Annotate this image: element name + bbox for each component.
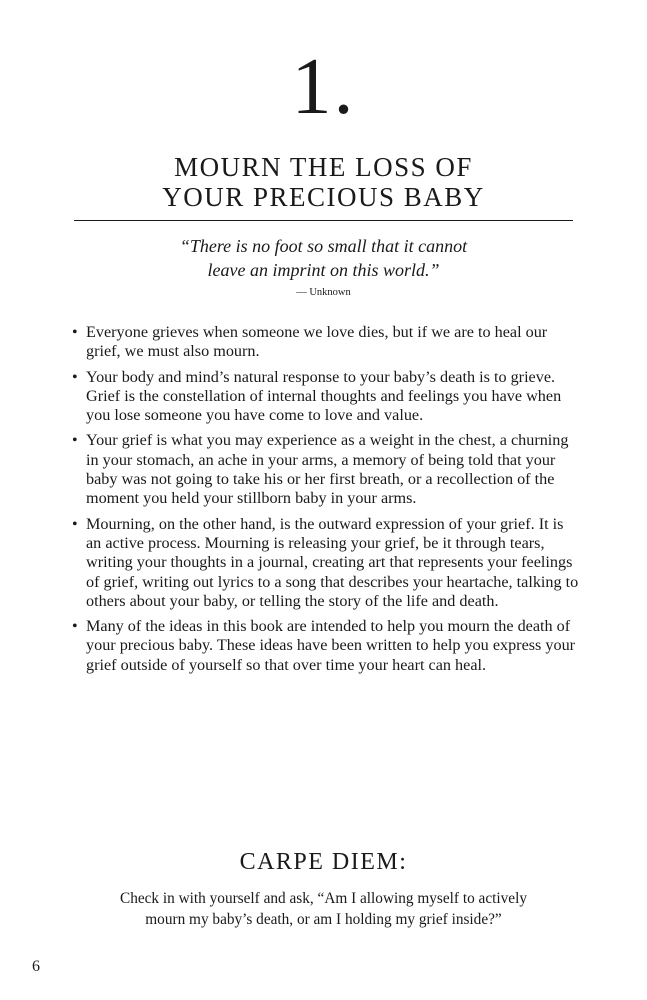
bullet-dot-icon: • — [72, 324, 78, 341]
bullet-dot-icon: • — [72, 368, 78, 386]
bullet-item — [72, 431, 582, 508]
bullet-item — [72, 617, 582, 675]
bullet-dot-icon: • — [72, 515, 78, 533]
bullet-text: Your grief is what you may experience as a weight in the chest, a churning in your stomach, an ache in your arms, a memory of being told that your baby was not going to take his or her first breath, or a recollection of the moment you held your stillborn baby in your arms. — [86, 431, 569, 508]
chapter-title — [0, 152, 647, 212]
chapter-number: 1. — [291, 43, 356, 131]
carpe-diem-text-line: Check in with yourself and ask, “Am I allowing myself to actively — [120, 890, 527, 907]
epigraph-attribution: — Unknown — [296, 287, 351, 298]
epigraph-quote-line: leave an imprint on this world.” — [207, 260, 440, 280]
bullet-dot-icon: • — [72, 618, 78, 636]
bullet-item — [72, 323, 582, 362]
carpe-diem-text — [0, 888, 647, 930]
chapter-title-line: YOUR PRECIOUS BABY — [162, 182, 485, 212]
bullet-text: Many of the ideas in this book are intended to help you mourn the death of your precious baby. These ideas have been written to help you express your grief outside of yourself so that over time your heart can heal. — [86, 617, 576, 674]
epigraph-quote — [0, 234, 647, 282]
carpe-diem-heading: CARPE DIEM: — [239, 849, 408, 875]
chapter-title-line: MOURN THE LOSS OF — [174, 152, 473, 182]
page-number: 6 — [32, 958, 40, 975]
bullet-list — [72, 323, 582, 681]
bullet-text: Everyone grieves when someone we love dies, but if we are to heal our grief, we must also mourn. — [86, 323, 548, 361]
bullet-item — [72, 368, 582, 426]
title-divider — [74, 220, 573, 221]
bullet-text: Your body and mind’s natural response to your baby’s death is to grieve. Grief is the constellation of internal thoughts and feelings you have when you lose someone you have come to love and value. — [86, 367, 562, 425]
bullet-text: Mourning, on the other hand, is the outward expression of your grief. It is an active process. Mourning is releasing your grief, be it through tears, writing your thoughts in a journal, creating art that represents your feelings of grief, writing out lyrics to a song that describes your heartache, talking to others about your baby, or telling the story of the life and death. — [86, 514, 579, 610]
epigraph-quote-line: “There is no foot so small that it cannot — [179, 236, 468, 256]
bullet-item — [72, 515, 582, 611]
carpe-diem-text-line: mourn my baby’s death, or am I holding my grief inside?” — [145, 911, 502, 928]
bullet-dot-icon: • — [72, 432, 78, 450]
